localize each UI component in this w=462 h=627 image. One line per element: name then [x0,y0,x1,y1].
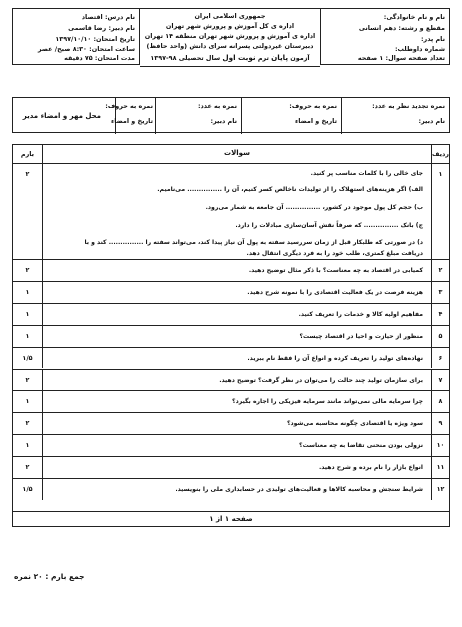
table-row [13,281,449,303]
question-text: کمیابی در اقتصاد به چه معناست؟ با ذکر مثال توضیح دهید. [248,267,423,274]
table-row [13,390,449,412]
school-name: دبیرستان غیردولتی پسرانه سرای دانش (واحد حافظ) [146,42,314,50]
question-text: سود ویژه یا اقتصادی چگونه محاسبه می‌شود؟ [286,420,423,428]
question-part-c: ج) بانک ............... که صرفاً نقش آسان‌سازی مبادلات را دارد. [235,222,423,229]
question-score: ۲ [13,260,43,281]
row-number: ۱ [431,164,449,259]
score-number-cell[interactable] [155,98,241,134]
table-row [13,259,449,281]
course-name: نام درس: اقتصاد [81,13,135,21]
question-score: ۲ [13,370,43,391]
question-score: ۱ [13,326,43,347]
score-letters-label-2: نمره به حروف: [105,102,153,110]
question-score: ۲ [13,164,43,259]
row-number: ۹ [431,413,449,434]
teacher-name: نام دبیر: رضا قاسمی [68,24,135,32]
exam-date: تاریخ امتحان: ۱۳۹۷/۱۰/۱۰ [55,35,135,43]
page-count-text: تعداد صفحه سوال: ۱ صفحه [357,54,445,62]
score-number-label: نمره به عدد: [197,102,237,110]
student-name-field[interactable]: نام و نام خانوادگی: [383,13,445,21]
question-text: مفاهیم اولیه کالا و خدمات را تعریف کنید. [298,310,423,318]
date-sign-label: تاریخ و امضاء [294,117,337,125]
row-number: ۳ [431,282,449,303]
country-title: جمهوری اسلامی ایران [194,12,266,20]
teacher-name-label: نام دبیر: [418,117,445,125]
table-row [13,478,449,500]
question-text: شرایط سنجش و محاسبه کالاها و فعالیت‌های تولیدی در حسابداری ملی را بنویسید. [175,486,423,493]
exam-title [140,54,320,62]
table-row [13,412,449,434]
row-number: ۱۲ [431,479,449,500]
table-row [13,434,449,456]
grade-field: مقطع و رشته: دهم انسانی [358,24,445,32]
score-header: بارم [13,145,43,163]
row-number: ۲ [431,260,449,281]
question-score: ۱/۵ [13,348,43,369]
row-number: ۵ [431,326,449,347]
question-score: ۱/۵ [13,479,43,500]
score-letters-cell[interactable] [241,98,341,134]
table-row [13,347,449,369]
revised-score-cell[interactable] [341,98,449,134]
table-row [13,369,449,391]
education-office-title: اداره ی کل آموزش و پرورش شهر تهران [165,22,295,30]
question-text: نزولی بودن منحنی تقاضا به چه معناست؟ [299,442,423,450]
question-text: جای خالی را با کلمات مناسب پر کنید. [310,170,423,177]
score-letters-label: نمره به حروف: [289,102,337,110]
question-score: ۲ [13,413,43,434]
question-score: ۱ [13,391,43,412]
exam-info-box [12,8,140,65]
exam-time: ساعت امتحان: ۸:۳۰ صبح/ عصر [37,45,135,53]
table-row [13,325,449,347]
principal-seal-cell[interactable] [13,98,115,134]
district-title: اداره ی آموزش و پرورش شهر تهران منطقه ۱۴ تهران [144,32,316,40]
exam-year: سال تحصیلی ۹۸-۱۳۹۷ [150,54,221,62]
question-part-d-cont: دریافت مبلغ کمتری، طلب خود را به فرد دیگری انتقال دهد. [246,250,423,257]
teacher-name-label-2: نام دبیر: [210,117,237,125]
question-text: چرا سرمایه مالی نمی‌تواند مانند سرمایه فیزیکی را اجاره بگیرد؟ [232,398,423,406]
questions-header: سوالات [224,149,250,157]
revised-score-label: نمره تجدید نظر به عدد: [372,102,445,110]
principal-seal-label: محل مهر و امضاء مدیر [22,112,101,120]
exam-mid: ترم [257,54,269,62]
question-part-b: ب) حجم کل پول موجود در کشور، ............... آن جامعه به شمار می‌رود. [205,204,423,211]
row-number-header: ردیف [431,145,449,163]
row-number: ۶ [431,348,449,369]
question-text: هزینه فرصت در یک فعالیت اقتصادی را با نمونه شرح دهید. [247,288,423,296]
seat-number-field[interactable]: شماره داوطلب: [394,45,445,53]
table-header-row [13,145,449,163]
student-info-box [320,8,450,65]
score-box [12,97,450,133]
exam-round: نوبت اول [222,53,256,62]
score-letters-cell-2[interactable] [105,98,155,134]
table-row [13,456,449,478]
row-number: ۸ [431,391,449,412]
question-text: برای سازمان تولید چند حالت را می‌توان در نظر گرفت؟ توضیح دهید. [219,376,423,384]
table-row [13,303,449,325]
question-text: نهاده‌های تولید را تعریف کرده و انواع آن را فقط نام ببرید. [247,354,423,362]
question-text: انواع بازار را نام برده و شرح دهید. [318,464,423,472]
exam-prefix: آزمون [290,54,310,62]
question-score: ۲ [13,457,43,478]
question-score: ۱ [13,435,43,456]
questions-table [12,144,450,527]
school-header [140,8,320,67]
question-score: ۱ [13,304,43,325]
table-footer-row [13,511,449,527]
question-score: ۱ [13,282,43,303]
row-number: ۴ [431,304,449,325]
row-number: ۷ [431,370,449,391]
row-number: ۱۰ [431,435,449,456]
total-score: جمع بارم : ۲۰ نمره [14,572,85,581]
table-row-q1 [13,163,449,259]
question-text: منظور از حیازت و احیا در اقتصاد چیست؟ [299,332,423,340]
page-number: صفحه ۱ از ۱ [209,515,253,523]
exam-duration: مدت امتحان: ۷۵ دقیقه [64,54,135,62]
father-name-field[interactable]: نام پدر: [420,35,445,43]
date-sign-label-2: تاریخ و امضاء [110,117,153,125]
exam-term: پایان [271,53,289,62]
row-number: ۱۱ [431,457,449,478]
question-part-a: الف) اگر هزینه‌های استهلاک را از تولیدات ناخالص کسر کنیم، آن را ............... می‌نامیم. [157,186,423,193]
question-part-d: د) در صورتی که طلبکار قبل از زمان سررسید سفته به پول آن نیاز پیدا کند، می‌تواند سفته را ............... کند و با [84,239,423,246]
